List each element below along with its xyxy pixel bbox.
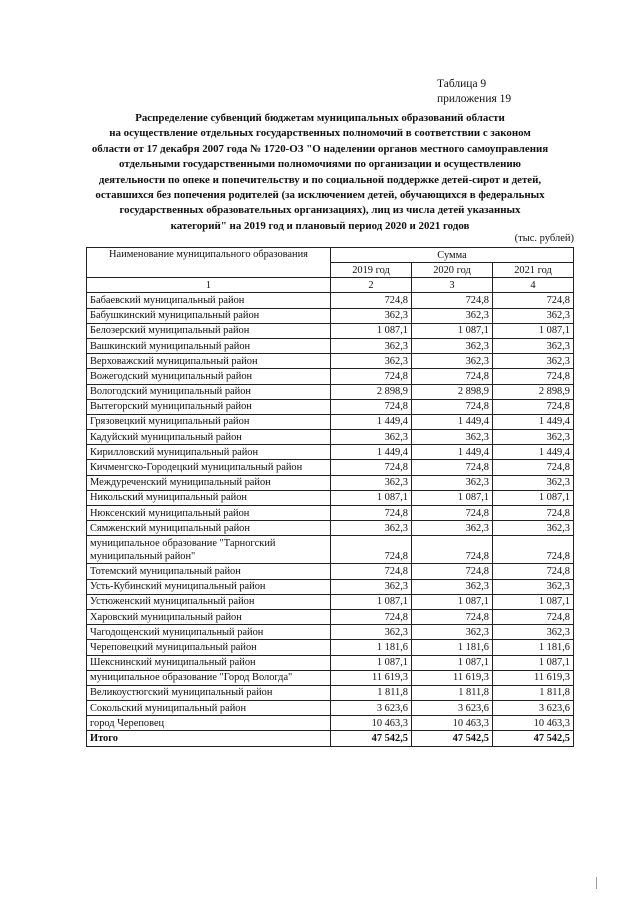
name-column-header: Наименование муниципального образования xyxy=(87,248,331,278)
value-2019-cell: 1 087,1 xyxy=(331,594,412,609)
value-2020-cell: 362,3 xyxy=(412,475,493,490)
municipality-name-cell: муниципальное образование "Тарногский муниципальный район" xyxy=(87,536,331,564)
scan-mark xyxy=(596,877,597,889)
value-2020-cell: 724,8 xyxy=(412,293,493,308)
table-row xyxy=(87,625,574,640)
value-2021-cell: 724,8 xyxy=(493,460,574,475)
municipality-name-cell: Междуреченский муниципальный район xyxy=(87,475,331,490)
value-2020-cell: 47 542,5 xyxy=(412,731,493,746)
title-line: деятельности по опеке и попечительству и по социальной поддержке детей-сирот и детей, xyxy=(98,173,542,186)
value-2019-cell: 47 542,5 xyxy=(331,731,412,746)
table-row xyxy=(87,685,574,700)
total-row xyxy=(87,731,574,746)
value-2020-cell: 1 087,1 xyxy=(412,594,493,609)
table-row xyxy=(87,354,574,369)
column-number: 3 xyxy=(412,278,493,293)
value-2021-cell: 362,3 xyxy=(493,579,574,594)
value-2020-cell: 362,3 xyxy=(412,579,493,594)
municipality-name-cell: Шекснинский муниципальный район xyxy=(87,655,331,670)
table-row xyxy=(87,594,574,609)
value-2021-cell: 724,8 xyxy=(493,564,574,579)
value-2020-cell: 362,3 xyxy=(412,430,493,445)
value-2021-cell: 362,3 xyxy=(493,354,574,369)
value-2020-cell: 724,8 xyxy=(412,460,493,475)
table-row xyxy=(87,323,574,338)
municipality-name-cell: Нюксенский муниципальный район xyxy=(87,506,331,521)
table-row xyxy=(87,716,574,731)
value-2021-cell: 1 449,4 xyxy=(493,445,574,460)
title-line: оставшихся без попечения родителей (за исключением детей, обучающихся в федеральных xyxy=(95,189,545,202)
table-row xyxy=(87,506,574,521)
column-number: 2 xyxy=(331,278,412,293)
table-number: Таблица 9 xyxy=(437,78,487,90)
municipality-name-cell: Кадуйский муниципальный район xyxy=(87,430,331,445)
header-row xyxy=(87,248,574,263)
value-2020-cell: 362,3 xyxy=(412,338,493,353)
table-row xyxy=(87,399,574,414)
value-2019-cell: 362,3 xyxy=(331,579,412,594)
municipality-name-cell: Никольский муниципальный район xyxy=(87,490,331,505)
value-2020-cell: 724,8 xyxy=(412,536,493,564)
value-2020-cell: 1 181,6 xyxy=(412,640,493,655)
value-2020-cell: 10 463,3 xyxy=(412,716,493,731)
value-2020-cell: 362,3 xyxy=(412,308,493,323)
municipality-name-cell: Вологодский муниципальный район xyxy=(87,384,331,399)
value-2021-cell: 724,8 xyxy=(493,506,574,521)
year-header: 2021 год xyxy=(493,263,574,278)
value-2019-cell: 10 463,3 xyxy=(331,716,412,731)
title-line: на осуществление отдельных государственных полномочий в соответствии с законом xyxy=(109,127,531,140)
value-2021-cell: 724,8 xyxy=(493,536,574,564)
table-row xyxy=(87,564,574,579)
value-2020-cell: 724,8 xyxy=(412,564,493,579)
value-2019-cell: 724,8 xyxy=(331,369,412,384)
municipality-name-cell: Усть-Кубинский муниципальный район xyxy=(87,579,331,594)
table-row xyxy=(87,475,574,490)
municipality-name-cell: Череповецкий муниципальный район xyxy=(87,640,331,655)
value-2021-cell: 362,3 xyxy=(493,430,574,445)
value-2021-cell: 1 811,8 xyxy=(493,685,574,700)
value-2020-cell: 1 087,1 xyxy=(412,655,493,670)
table-row xyxy=(87,445,574,460)
value-2021-cell: 724,8 xyxy=(493,399,574,414)
value-2019-cell: 362,3 xyxy=(331,521,412,536)
table-row xyxy=(87,521,574,536)
value-2021-cell: 1 087,1 xyxy=(493,594,574,609)
value-2020-cell: 2 898,9 xyxy=(412,384,493,399)
municipality-name-cell: Харовский муниципальный район xyxy=(87,609,331,624)
municipality-name-cell: Бабаевский муниципальный район xyxy=(87,293,331,308)
value-2021-cell: 11 619,3 xyxy=(493,670,574,685)
table-row xyxy=(87,670,574,685)
municipality-name-cell: Великоустюгский муниципальный район xyxy=(87,685,331,700)
value-2021-cell: 3 623,6 xyxy=(493,701,574,716)
value-2021-cell: 1 449,4 xyxy=(493,414,574,429)
municipality-name-cell: Грязовецкий муниципальный район xyxy=(87,414,331,429)
table-row xyxy=(87,293,574,308)
value-2019-cell: 724,8 xyxy=(331,609,412,624)
value-2019-cell: 362,3 xyxy=(331,338,412,353)
value-2019-cell: 1 087,1 xyxy=(331,490,412,505)
table-row xyxy=(87,655,574,670)
table-row xyxy=(87,701,574,716)
municipality-name-cell: Вожегодский муниципальный район xyxy=(87,369,331,384)
municipality-name-cell: Сокольский муниципальный район xyxy=(87,701,331,716)
municipality-name-cell: Бабушкинский муниципальный район xyxy=(87,308,331,323)
year-header: 2020 год xyxy=(412,263,493,278)
value-2021-cell: 2 898,9 xyxy=(493,384,574,399)
table-row xyxy=(87,536,574,564)
table-row xyxy=(87,308,574,323)
value-2019-cell: 1 449,4 xyxy=(331,414,412,429)
value-2021-cell: 1 181,6 xyxy=(493,640,574,655)
value-2020-cell: 362,3 xyxy=(412,354,493,369)
table-row xyxy=(87,338,574,353)
value-2020-cell: 1 087,1 xyxy=(412,490,493,505)
value-2021-cell: 47 542,5 xyxy=(493,731,574,746)
value-2020-cell: 11 619,3 xyxy=(412,670,493,685)
table-row xyxy=(87,640,574,655)
value-2020-cell: 362,3 xyxy=(412,625,493,640)
value-2020-cell: 3 623,6 xyxy=(412,701,493,716)
value-2021-cell: 362,3 xyxy=(493,475,574,490)
value-2021-cell: 362,3 xyxy=(493,338,574,353)
appendix-number: приложения 19 xyxy=(437,93,512,105)
value-2020-cell: 1 449,4 xyxy=(412,445,493,460)
municipality-name-cell: Кичменгско-Городецкий муниципальный район xyxy=(87,460,331,475)
value-2020-cell: 1 449,4 xyxy=(412,414,493,429)
value-2020-cell: 724,8 xyxy=(412,609,493,624)
title-line: категорий" на 2019 год и плановый период 2020 и 2021 годов xyxy=(170,219,470,232)
value-2019-cell: 724,8 xyxy=(331,536,412,564)
value-2019-cell: 2 898,9 xyxy=(331,384,412,399)
value-2021-cell: 1 087,1 xyxy=(493,490,574,505)
municipality-name-cell: Устюженский муниципальный район xyxy=(87,594,331,609)
value-2019-cell: 1 181,6 xyxy=(331,640,412,655)
municipality-name-cell: Верховажский муниципальный район xyxy=(87,354,331,369)
value-2019-cell: 1 087,1 xyxy=(331,323,412,338)
value-2020-cell: 724,8 xyxy=(412,369,493,384)
value-2019-cell: 362,3 xyxy=(331,354,412,369)
value-2019-cell: 724,8 xyxy=(331,460,412,475)
table-row xyxy=(87,384,574,399)
title-line: Распределение субвенций бюджетам муниципальных образований области xyxy=(135,112,505,124)
value-2019-cell: 3 623,6 xyxy=(331,701,412,716)
table-row xyxy=(87,490,574,505)
column-number: 4 xyxy=(493,278,574,293)
value-2021-cell: 362,3 xyxy=(493,521,574,536)
units-label: (тыс. рублей) xyxy=(514,233,574,244)
year-header: 2019 год xyxy=(331,263,412,278)
table-row xyxy=(87,460,574,475)
value-2020-cell: 1 811,8 xyxy=(412,685,493,700)
municipality-name-cell: муниципальное образование "Город Вологда" xyxy=(87,670,331,685)
value-2021-cell: 724,8 xyxy=(493,609,574,624)
title-line: государственных образовательных организациях), лиц из числа детей указанных xyxy=(119,204,521,217)
title-line: отдельными государственными полномочиями по организации и осуществлению xyxy=(119,158,521,171)
value-2019-cell: 362,3 xyxy=(331,625,412,640)
value-2019-cell: 362,3 xyxy=(331,308,412,323)
value-2019-cell: 11 619,3 xyxy=(331,670,412,685)
table-row xyxy=(87,430,574,445)
value-2019-cell: 724,8 xyxy=(331,293,412,308)
column-number-row xyxy=(87,278,574,293)
value-2021-cell: 362,3 xyxy=(493,308,574,323)
municipality-name-cell: Сямженский муниципальный район xyxy=(87,521,331,536)
document-title xyxy=(60,111,580,234)
municipality-name-cell: Тотемский муниципальный район xyxy=(87,564,331,579)
value-2019-cell: 724,8 xyxy=(331,399,412,414)
table-row xyxy=(87,609,574,624)
value-2020-cell: 362,3 xyxy=(412,521,493,536)
table-row xyxy=(87,369,574,384)
value-2019-cell: 1 449,4 xyxy=(331,445,412,460)
value-2019-cell: 362,3 xyxy=(331,475,412,490)
value-2019-cell: 1 087,1 xyxy=(331,655,412,670)
value-2020-cell: 724,8 xyxy=(412,399,493,414)
municipality-name-cell: Итого xyxy=(87,731,331,746)
table-reference xyxy=(437,77,511,107)
municipality-name-cell: Белозерский муниципальный район xyxy=(87,323,331,338)
municipality-name-cell: город Череповец xyxy=(87,716,331,731)
value-2021-cell: 724,8 xyxy=(493,293,574,308)
value-2019-cell: 724,8 xyxy=(331,506,412,521)
municipality-name-cell: Чагодощенский муниципальный район xyxy=(87,625,331,640)
value-2019-cell: 724,8 xyxy=(331,564,412,579)
table-row xyxy=(87,579,574,594)
value-2020-cell: 724,8 xyxy=(412,506,493,521)
municipality-name-cell: Кирилловский муниципальный район xyxy=(87,445,331,460)
subvention-table xyxy=(86,247,574,747)
value-2021-cell: 1 087,1 xyxy=(493,323,574,338)
value-2021-cell: 362,3 xyxy=(493,625,574,640)
sum-column-header: Сумма xyxy=(331,248,574,263)
value-2021-cell: 10 463,3 xyxy=(493,716,574,731)
municipality-name-cell: Вытегорский муниципальный район xyxy=(87,399,331,414)
column-number: 1 xyxy=(87,278,331,293)
title-line: области от 17 декабря 2007 года № 1720-ОЗ "О наделении органов местного самоуправления xyxy=(91,142,549,155)
table-row xyxy=(87,414,574,429)
value-2019-cell: 362,3 xyxy=(331,430,412,445)
value-2021-cell: 724,8 xyxy=(493,369,574,384)
value-2021-cell: 1 087,1 xyxy=(493,655,574,670)
municipality-name-cell: Вашкинский муниципальный район xyxy=(87,338,331,353)
value-2019-cell: 1 811,8 xyxy=(331,685,412,700)
value-2020-cell: 1 087,1 xyxy=(412,323,493,338)
